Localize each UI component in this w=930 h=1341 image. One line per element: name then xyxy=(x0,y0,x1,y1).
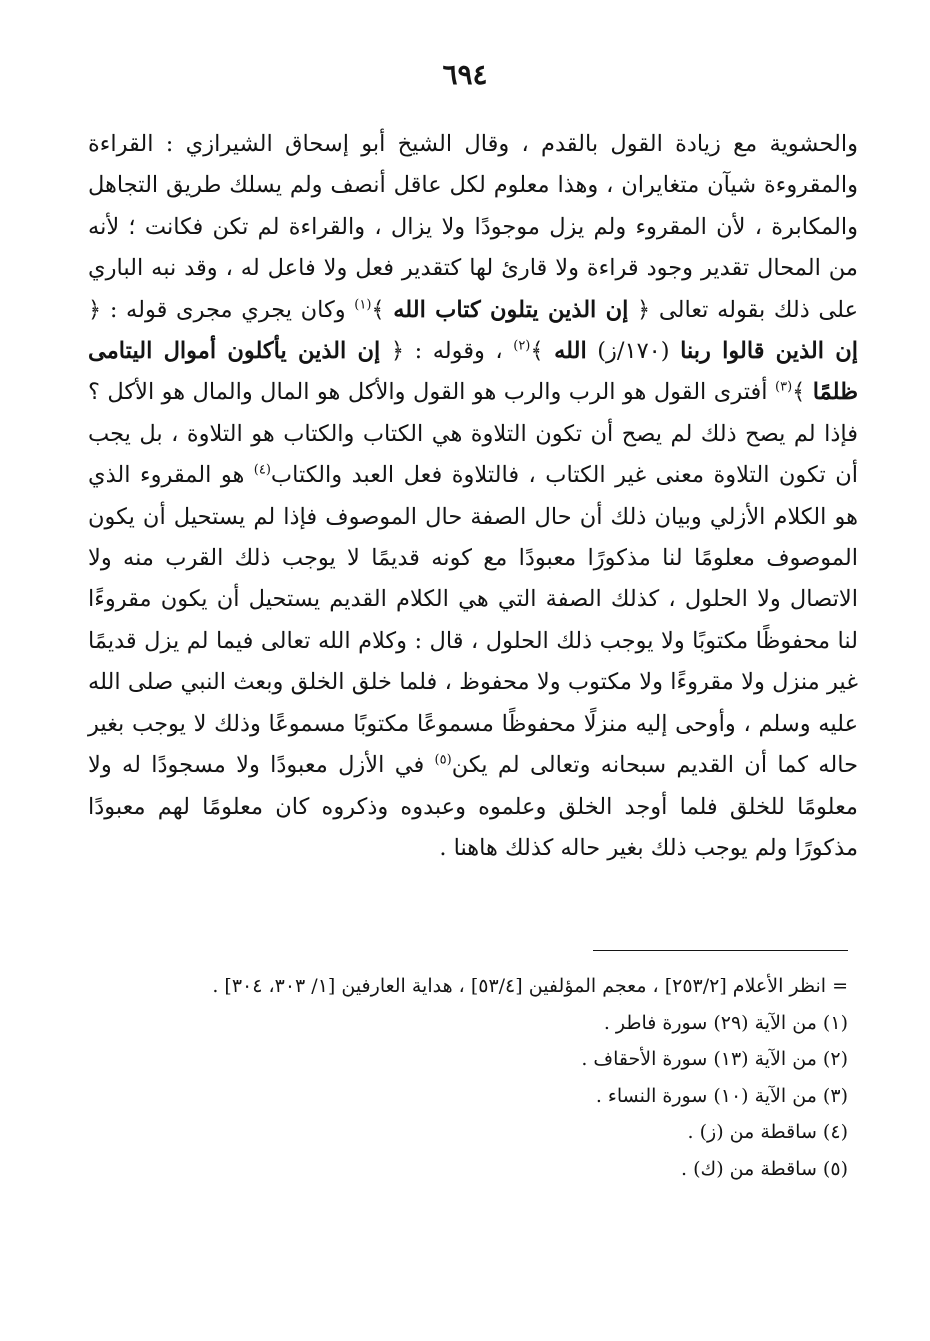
quran-open-bracket: ﴿ xyxy=(390,338,405,365)
footnote-item: (٣) من الآية (١٠) سورة النساء . xyxy=(595,1084,848,1107)
text-segment: وكان يجري مجرى قوله : xyxy=(109,296,346,323)
page-number: ٦٩٤ xyxy=(442,58,488,91)
folio-marker: (١٧٠/ز) xyxy=(597,338,670,365)
footnote-ref: (٥) xyxy=(434,752,452,768)
footnote-ref: (١) xyxy=(354,297,372,313)
footnote-ref: (٤) xyxy=(253,462,271,478)
quran-close-bracket: ﴾ xyxy=(371,296,385,323)
footnote-item: (٤) ساقطة من (ز) . xyxy=(687,1121,848,1143)
footnote-divider xyxy=(593,950,848,951)
quran-verse: إن الذين يتلون كتاب الله xyxy=(393,296,629,323)
quran-open-bracket: ﴿ xyxy=(637,296,651,323)
quran-close-bracket: ﴾ xyxy=(530,338,544,365)
footnote-item: (٢) من الآية (١٣) سورة الأحقاف . xyxy=(581,1048,848,1070)
footnotes-list xyxy=(88,968,848,1187)
footnote-item: = انظر الأعلام [٢٥٣/٢] ، معجم المؤلفين [٥٣/٤] ، هداية العارفين [١/ ٣٠٣، ٣٠٤] . xyxy=(212,975,848,997)
text-segment: في الأزل معبودًا ولا مسجودًا له ولا معلومًا للخلق فلما أوجد الخلق وعلموه وعبدوه وذكروه كان معلومًا لهم معبودًا مذكورًا ولم يوجب ذلك بغير حاله كذلك هاهنا . xyxy=(88,752,858,861)
text-segment: هو المقروء الذي هو الكلام الأزلي وبيان ذلك أن حال الصفة حال الموصوف فإذا لم يستحيل أن يكون الموصوف معلومًا لنا مذكورًا معبودًا مع كونه قديمًا لا يوجب ذلك القرب منه ولا الاتصال ولا الحلول ، كذلك الصفة التي هي الكلام القديم يستحيل أن يكون مقروءًا لنا محفوظًا مكتوبًا ولا يوجب ذلك الحلول ، قال : وكلام الله تعالى فيما لم يزل قديمًا غير منزل ولا مقروءًا ولا مكتوب ولا محفوظ ، فلما خلق الخلق وبعث النبي صلى الله عليه وسلم ، وأوحى إليه منزلًا محفوظًا مسموعًا مكتوبًا مسموعًا وذلك لا يوجب بغير حاله كما أن القديم سبحانه وتعالى لم يكن xyxy=(88,462,858,779)
footnote-ref: (٣) xyxy=(775,379,793,395)
quran-open-bracket: ﴿ xyxy=(88,296,102,323)
text-segment: والحشوية مع زيادة القول بالقدم ، وقال الشيخ أبو إسحاق الشيرازي : القراءة والمقروءة شيآن متغايران ، وهذا معلوم لكل عاقل أنصف ولم يسلك طريق التجاهل والمكابرة ، لأن المقروء ولم يزل موجودًا ولا يزال ، والقراءة لم تكن فكانت ؛ لأنه من المحال تقدير وجود قراءة ولا قارئ لها كتقدير فعل ولا فاعل له ، وقد نبه الباري على ذلك بقوله تعالى xyxy=(88,131,858,323)
quran-close-bracket: ﴾ xyxy=(792,379,806,406)
quran-verse: الله xyxy=(554,338,587,365)
main-text xyxy=(88,124,858,869)
quran-verse: إن الذين يأكلون أموال اليتامى ظلمًا xyxy=(88,338,858,406)
quran-verse: إن الذين قالوا ربنا xyxy=(680,338,858,365)
footnote-ref: (٢) xyxy=(513,338,531,354)
text-segment: ، وقوله : xyxy=(414,338,503,365)
footnote-item: (٥) ساقطة من (ك) . xyxy=(681,1157,848,1180)
text-segment: أفترى القول هو الرب والرب هو القول والأكل هو المال والمال هو الأكل ؟ فإذا لم يصح ذلك لم يصح أن تكون التلاوة هي الكتاب والكتاب هو التلاوة ، بل يجب أن تكون التلاوة معنى غير الكتاب ، فالتلاوة فعل العبد والكتاب xyxy=(88,379,858,489)
footnote-item: (١) من الآية (٢٩) سورة فاطر . xyxy=(603,1011,848,1034)
